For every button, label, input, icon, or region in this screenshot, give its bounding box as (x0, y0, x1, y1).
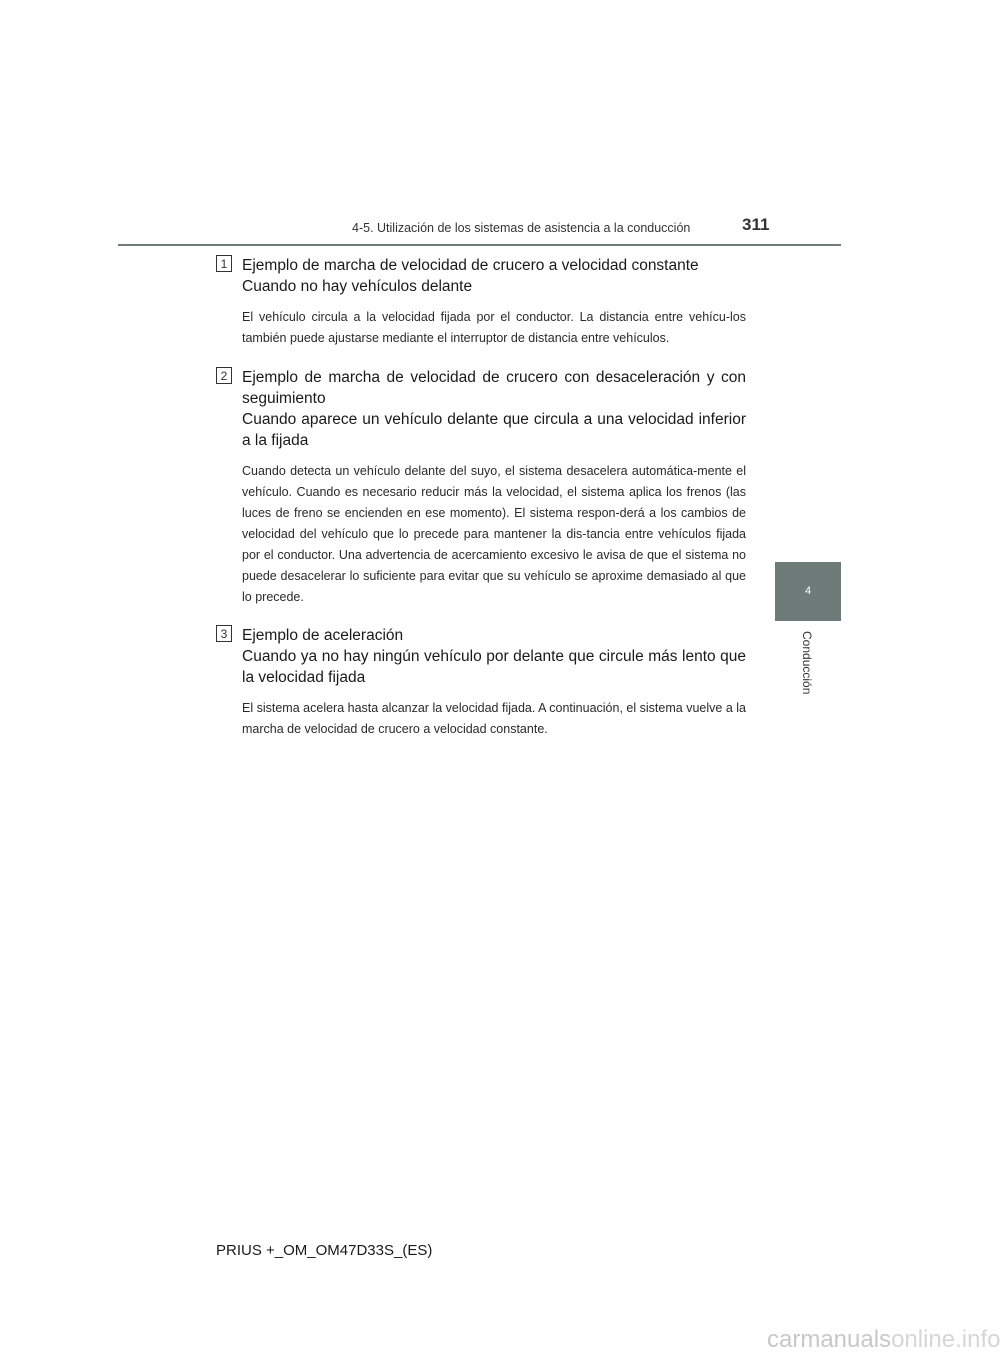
item-title-line: Ejemplo de marcha de velocidad de crucero con desaceleración y con seguimiento (242, 369, 746, 407)
item-description: Cuando detecta un vehículo delante del suyo, el sistema desacelera automática-mente el vehículo. Cuando es necesario reducir más la velocidad, el sistema aplica los frenos (las luces de freno se encienden en ese momento). El sistema respon-derá a los cambios de velocidad del vehículo que lo precede para mantener la dis-tancia entre vehículos fijada por el conductor. Una advertencia de acercamiento excesivo le avisa de que el sistema no puede desacelerar lo suficiente para evitar que su vehículo se aproxime demasiado al que lo precede. (242, 464, 746, 604)
header-divider (118, 244, 841, 246)
list-item (216, 255, 746, 349)
watermark-part: carmanuals (767, 1326, 892, 1353)
model-code: PRIUS +_OM_OM47D33S_(ES) (216, 1242, 433, 1259)
item-subtitle-line: Cuando aparece un vehículo delante que circula a una velocidad inferior a la fijada (242, 411, 746, 449)
item-subtitle-line: Cuando no hay vehículos delante (242, 278, 473, 295)
item-title (242, 367, 746, 451)
watermark-part: online.info (891, 1326, 1000, 1353)
chapter-number: 4 (804, 585, 812, 597)
section-title: 4-5. Utilización de los sistemas de asistencia a la conducción (352, 221, 691, 235)
item-title (242, 625, 746, 688)
item-subtitle-line: Cuando ya no hay ningún vehículo por delante que circule más lento que la velocidad fijada (242, 648, 746, 686)
item-title (242, 255, 746, 297)
chapter-label: Conducción (800, 631, 814, 695)
main-content (216, 255, 746, 740)
item-title-line: Ejemplo de aceleración (242, 627, 404, 644)
page-number: 311 (742, 215, 770, 234)
item-description: El vehículo circula a la velocidad fijada por el conductor. La distancia entre vehícu-los también puede ajustarse mediante el interruptor de distancia entre vehículos. (242, 310, 746, 345)
chapter-tab[interactable] (775, 562, 841, 621)
watermark (767, 1326, 1000, 1354)
item-description: El sistema acelera hasta alcanzar la velocidad fijada. A continuación, el sistema vuelve a la marcha de velocidad de crucero a velocidad constante. (242, 701, 746, 736)
step-number-badge: 1 (216, 255, 232, 272)
step-number-badge: 2 (216, 367, 232, 384)
step-number-badge: 3 (216, 625, 232, 642)
list-item (216, 367, 746, 608)
list-item (216, 625, 746, 740)
item-title-line: Ejemplo de marcha de velocidad de crucero a velocidad constante (242, 257, 699, 274)
